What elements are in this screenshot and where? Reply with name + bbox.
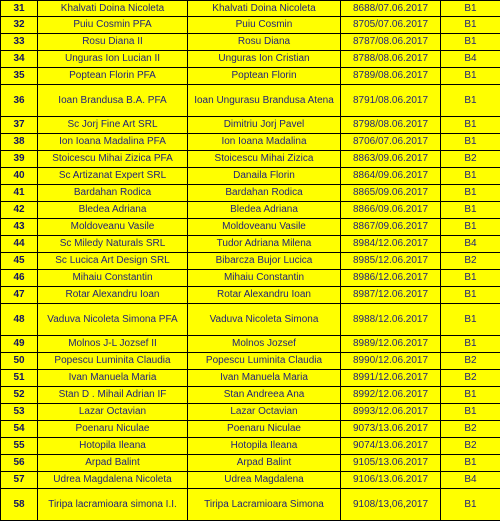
category-cell: B1 (441, 1, 500, 17)
registration-cell: 9073/13.06.2017 (341, 421, 441, 438)
person-cell: Ion Ioana Madalina (188, 134, 341, 151)
row-number-cell: 45 (1, 253, 38, 270)
row-number-cell: 41 (1, 185, 38, 202)
row-number-cell: 36 (1, 85, 38, 117)
person-cell: Bibarcza Bujor Lucica (188, 253, 341, 270)
company-cell: Poenaru Niculae (38, 421, 188, 438)
row-number-cell: 35 (1, 68, 38, 85)
registration-cell: 8791/08.06.2017 (341, 85, 441, 117)
row-number-cell: 47 (1, 287, 38, 304)
person-cell: Mihaiu Constantin (188, 270, 341, 287)
registration-cell: 8984/12.06.2017 (341, 236, 441, 253)
company-cell: Bledea Adriana (38, 202, 188, 219)
row-number-cell: 52 (1, 387, 38, 404)
registration-cell: 8989/12.06.2017 (341, 336, 441, 353)
category-cell: B2 (441, 253, 500, 270)
category-cell: B1 (441, 455, 500, 472)
person-cell: Lazar Octavian (188, 404, 341, 421)
company-cell: Ivan Manuela Maria (38, 370, 188, 387)
row-number-cell: 37 (1, 117, 38, 134)
registration-cell: 8986/12.06.2017 (341, 270, 441, 287)
table-row (1, 438, 500, 455)
row-number-cell: 44 (1, 236, 38, 253)
company-cell: Sc Artizanat Expert SRL (38, 168, 188, 185)
person-cell: Tudor Adriana Milena (188, 236, 341, 253)
company-cell: Arpad Balint (38, 455, 188, 472)
company-cell: Sc Jorj Fine Art SRL (38, 117, 188, 134)
table-row (1, 304, 500, 336)
table-row (1, 117, 500, 134)
category-cell: B4 (441, 472, 500, 489)
person-cell: Moldoveanu Vasile (188, 219, 341, 236)
table-row (1, 134, 500, 151)
person-cell: Khalvati Doina Nicoleta (188, 1, 341, 17)
company-cell: Khalvati Doina Nicoleta (38, 1, 188, 17)
company-cell: Rotar Alexandru Ioan (38, 287, 188, 304)
company-cell: Sc Miledy Naturals SRL (38, 236, 188, 253)
row-number-cell: 54 (1, 421, 38, 438)
table-row (1, 219, 500, 236)
registration-cell: 8992/12.06.2017 (341, 387, 441, 404)
table-row (1, 370, 500, 387)
category-cell: B1 (441, 117, 500, 134)
registration-cell: 8705/07.06.2017 (341, 17, 441, 34)
category-cell: B1 (441, 168, 500, 185)
person-cell: Udrea Magdalena (188, 472, 341, 489)
row-number-cell: 55 (1, 438, 38, 455)
row-number-cell: 31 (1, 1, 38, 17)
company-cell: Mihaiu Constantin (38, 270, 188, 287)
company-cell: Hotopila Ileana (38, 438, 188, 455)
table-row (1, 489, 500, 521)
category-cell: B2 (441, 421, 500, 438)
table-row (1, 202, 500, 219)
person-cell: Vaduva Nicoleta Simona (188, 304, 341, 336)
registration-cell: 9108/13,06,2017 (341, 489, 441, 521)
row-number-cell: 49 (1, 336, 38, 353)
table-row (1, 236, 500, 253)
category-cell: B2 (441, 353, 500, 370)
registration-cell: 8993/12.06.2017 (341, 404, 441, 421)
person-cell: Rotar Alexandru Ioan (188, 287, 341, 304)
person-cell: Molnos Jozsef (188, 336, 341, 353)
table-row (1, 336, 500, 353)
person-cell: Poenaru Niculae (188, 421, 341, 438)
category-cell: B1 (441, 287, 500, 304)
person-cell: Tiripa Lacramioara Simona (188, 489, 341, 521)
row-number-cell: 43 (1, 219, 38, 236)
row-number-cell: 38 (1, 134, 38, 151)
table-row (1, 404, 500, 421)
category-cell: B1 (441, 85, 500, 117)
registration-cell: 8988/12.06.2017 (341, 304, 441, 336)
company-cell: Sc Lucica Art Design SRL (38, 253, 188, 270)
table-row (1, 17, 500, 34)
company-cell: Ion Ioana Madalina PFA (38, 134, 188, 151)
row-number-cell: 56 (1, 455, 38, 472)
category-cell: B1 (441, 68, 500, 85)
registration-cell: 8990/12.06.2017 (341, 353, 441, 370)
table-row (1, 387, 500, 404)
person-cell: Ioan Ungurasu Brandusa Atena (188, 85, 341, 117)
category-cell: B1 (441, 202, 500, 219)
company-cell: Lazar Octavian (38, 404, 188, 421)
row-number-cell: 40 (1, 168, 38, 185)
table-row (1, 421, 500, 438)
registration-cell: 8788/08.06.2017 (341, 51, 441, 68)
category-cell: B1 (441, 134, 500, 151)
row-number-cell: 46 (1, 270, 38, 287)
company-cell: Moldoveanu Vasile (38, 219, 188, 236)
table-body (1, 1, 500, 521)
person-cell: Unguras Ion Cristian (188, 51, 341, 68)
category-cell: B1 (441, 489, 500, 521)
table-row (1, 1, 500, 17)
row-number-cell: 58 (1, 489, 38, 521)
table-row (1, 168, 500, 185)
category-cell: B1 (441, 387, 500, 404)
person-cell: Stoicescu Mihai Zizica (188, 151, 341, 168)
registration-cell: 8991/12.06.2017 (341, 370, 441, 387)
company-cell: Udrea Magdalena Nicoleta (38, 472, 188, 489)
row-number-cell: 33 (1, 34, 38, 51)
company-cell: Tiripa lacramioara simona I.I. (38, 489, 188, 521)
category-cell: B1 (441, 17, 500, 34)
category-cell: B1 (441, 304, 500, 336)
registration-cell: 8789/08.06.2017 (341, 68, 441, 85)
company-cell: Stan D . Mihail Adrian IF (38, 387, 188, 404)
company-cell: Bardahan Rodica (38, 185, 188, 202)
table-row (1, 185, 500, 202)
table-row (1, 68, 500, 85)
person-cell: Puiu Cosmin (188, 17, 341, 34)
company-cell: Unguras Ion Lucian II (38, 51, 188, 68)
person-cell: Popescu Luminita Claudia (188, 353, 341, 370)
table-row (1, 353, 500, 370)
company-cell: Ioan Brandusa B.A. PFA (38, 85, 188, 117)
person-cell: Danaila Florin (188, 168, 341, 185)
category-cell: B1 (441, 336, 500, 353)
registration-cell: 9074/13.06.2017 (341, 438, 441, 455)
registration-cell: 9106/13.06.2017 (341, 472, 441, 489)
person-cell: Bardahan Rodica (188, 185, 341, 202)
registration-cell: 8867/09.06.2017 (341, 219, 441, 236)
table-row (1, 472, 500, 489)
registration-cell: 8706/07.06.2017 (341, 134, 441, 151)
registration-cell: 8865/09.06.2017 (341, 185, 441, 202)
person-cell: Rosu Diana (188, 34, 341, 51)
category-cell: B1 (441, 219, 500, 236)
company-cell: Molnos J-L Jozsef II (38, 336, 188, 353)
category-cell: B1 (441, 34, 500, 51)
company-cell: Rosu Diana II (38, 34, 188, 51)
person-cell: Arpad Balint (188, 455, 341, 472)
registration-cell: 8866/09.06.2017 (341, 202, 441, 219)
category-cell: B2 (441, 438, 500, 455)
row-number-cell: 53 (1, 404, 38, 421)
row-number-cell: 39 (1, 151, 38, 168)
table-row (1, 287, 500, 304)
registration-cell: 8863/09.06.2017 (341, 151, 441, 168)
person-cell: Hotopila Ileana (188, 438, 341, 455)
registration-cell: 8787/08.06.2017 (341, 34, 441, 51)
table-row (1, 151, 500, 168)
company-cell: Popescu Luminita Claudia (38, 353, 188, 370)
registration-cell: 9105/13.06.2017 (341, 455, 441, 472)
row-number-cell: 32 (1, 17, 38, 34)
row-number-cell: 51 (1, 370, 38, 387)
company-cell: Vaduva Nicoleta Simona PFA (38, 304, 188, 336)
table-row (1, 455, 500, 472)
table-row (1, 51, 500, 68)
table-row (1, 253, 500, 270)
row-number-cell: 50 (1, 353, 38, 370)
table-row (1, 85, 500, 117)
registration-cell: 8864/09.06.2017 (341, 168, 441, 185)
person-cell: Stan Andreea Ana (188, 387, 341, 404)
person-cell: Dimitriu Jorj Pavel (188, 117, 341, 134)
category-cell: B4 (441, 236, 500, 253)
person-cell: Bledea Adriana (188, 202, 341, 219)
row-number-cell: 42 (1, 202, 38, 219)
row-number-cell: 48 (1, 304, 38, 336)
row-number-cell: 57 (1, 472, 38, 489)
person-cell: Poptean Florin (188, 68, 341, 85)
registration-cell: 8987/12.06.2017 (341, 287, 441, 304)
category-cell: B2 (441, 370, 500, 387)
registration-cell: 8985/12.06.2017 (341, 253, 441, 270)
category-cell: B2 (441, 151, 500, 168)
table-row (1, 270, 500, 287)
table-row (1, 34, 500, 51)
category-cell: B1 (441, 404, 500, 421)
category-cell: B1 (441, 185, 500, 202)
company-cell: Puiu Cosmin PFA (38, 17, 188, 34)
registration-cell: 8798/08.06.2017 (341, 117, 441, 134)
company-cell: Stoicescu Mihai Zizica PFA (38, 151, 188, 168)
company-cell: Poptean Florin PFA (38, 68, 188, 85)
person-cell: Ivan Manuela Maria (188, 370, 341, 387)
registration-cell: 8688/07.06.2017 (341, 1, 441, 17)
category-cell: B1 (441, 270, 500, 287)
row-number-cell: 34 (1, 51, 38, 68)
category-cell: B4 (441, 51, 500, 68)
